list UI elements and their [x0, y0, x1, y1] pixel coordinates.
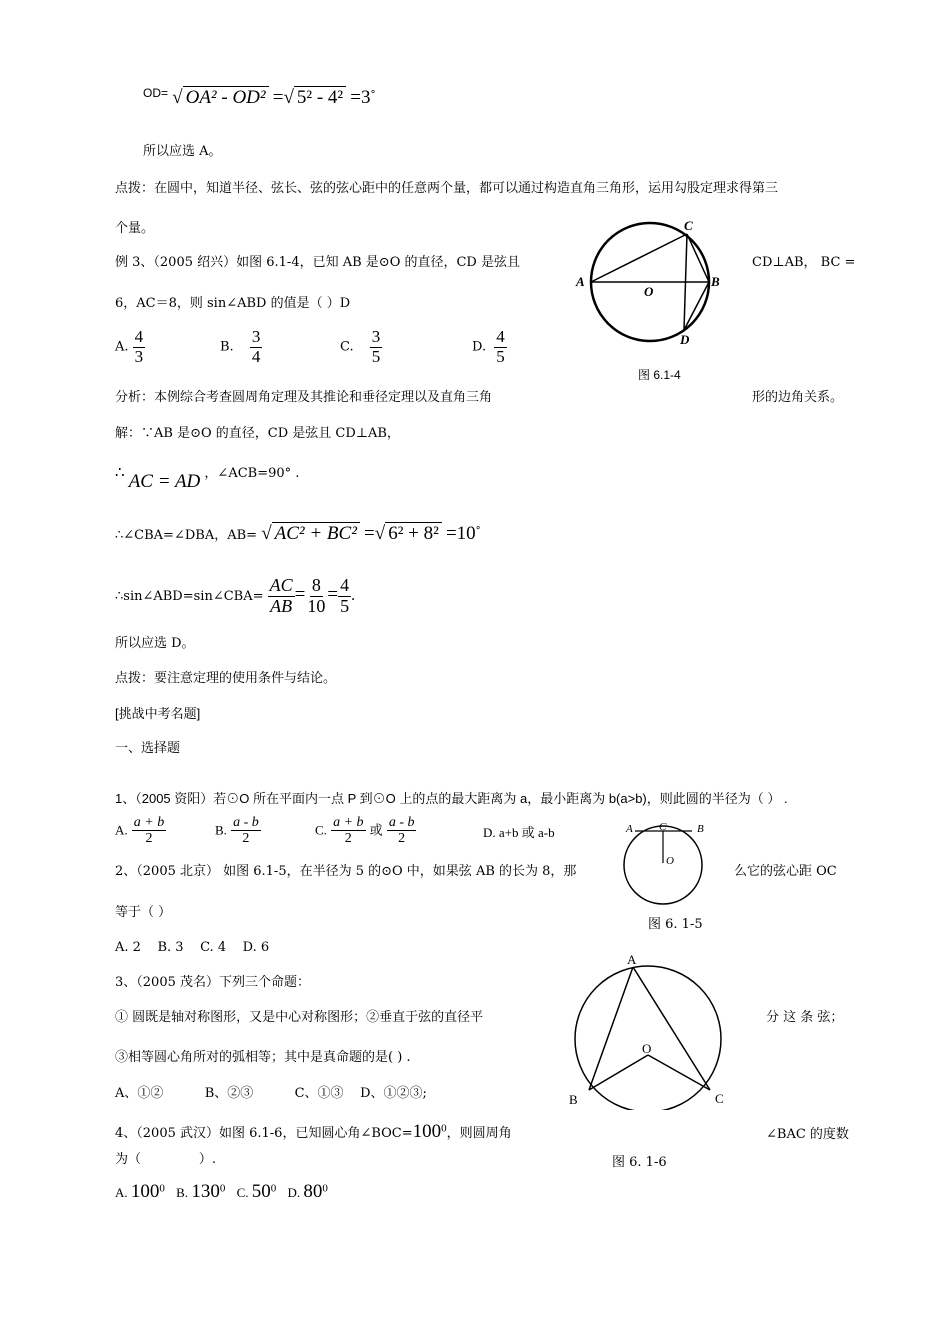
example3-option-d: D. $\frac{4}{5}$	[472, 327, 505, 366]
q1-option-b: B. $\frac{a - b}{2}$	[215, 815, 259, 847]
question-4-left: 4、（2005 武汉）如图 6.1-6，已知圆心角$\angle BOC=100^0$，则圆周角	[115, 1121, 512, 1142]
tip-line-2: 个量。	[115, 221, 155, 236]
tip-2: 点拨：要注意定理的使用条件与结论。	[115, 671, 337, 686]
answer-a: 所以应选 A。	[143, 144, 222, 159]
fig615-label-o: O	[666, 855, 674, 867]
arc-equation: AC = AD	[128, 471, 201, 492]
section-choice: 一、选择题	[115, 741, 181, 756]
fig615-label-a: A	[626, 823, 633, 835]
question-1: 1、（2005 资阳）若⊙O 所在平面内一点 P 到⊙O 上的点的最大距离为 a，最小距离为 b(a>b)，则此圆的半径为（ ） .	[115, 791, 788, 806]
example3-line2: 6，AC＝8，则 sin∠ABD 的值是（ ）D	[115, 296, 351, 311]
od-equation: OD= √ OA² - OD² =√ 5² - 4² =3°	[143, 86, 376, 108]
question-3-title: 3、（2005 茂名）下列三个命题：	[115, 975, 310, 990]
example3-line1-left: 例 3、（2005 绍兴）如图 6.1-4，已知 AB 是⊙O 的直径，CD 是弦且	[115, 255, 520, 270]
fig614-label-d: D	[680, 332, 690, 347]
question-2-left: 2、（2005 北京） 如图 6.1-5，在半径为 5 的⊙O 中，如果弦 AB 的长为 8，那	[115, 864, 577, 879]
answer-d: 所以应选 D。	[115, 636, 195, 651]
fig614-label-b: B	[711, 274, 720, 289]
fig614-label-c: C	[684, 218, 693, 233]
question-4-line2: 为（ ）.	[115, 1152, 216, 1167]
tip-line-1: 点拨：在圆中，知道半径、弦长、弦的弦心距中的任意两个量，都可以通过构造直角三角形，运用勾股定理求得第三	[115, 181, 779, 196]
figure-6-1-4-caption: 图 6.1-4	[638, 368, 681, 382]
q4-option-a: A. $100^0$	[115, 1181, 165, 1202]
question-2-right: 么它的弦心距 OC	[734, 864, 837, 879]
solution-line-3: ∴∠CBA=∠DBA，AB= √ AC² + BC² =√ 6² + 8² =10°	[115, 523, 481, 544]
example3-option-c: C. $\frac{3}{5}$	[340, 327, 381, 366]
question-4-options	[115, 1180, 328, 1204]
q4-option-c: C. $50^0$	[236, 1181, 277, 1202]
challenge-heading: [挑战中考名题]	[115, 706, 201, 721]
q4-option-d: D. $80^0$	[287, 1181, 328, 1202]
fig616-label-c: C	[715, 1091, 724, 1106]
figure-6-1-4	[572, 212, 732, 362]
question-4-right: ∠BAC 的度数	[766, 1127, 849, 1142]
q4-option-b: B. $130^0$	[176, 1181, 226, 1202]
fig616-label-o: O	[642, 1041, 652, 1056]
q1-option-a: A. $\frac{a + b}{2}$	[115, 815, 165, 847]
example3-line1-right: CD⊥AB， BC =	[752, 255, 856, 270]
analysis-right: 形的边角关系。	[752, 390, 844, 405]
fig614-label-o: O	[644, 284, 654, 299]
sqrt-expression-1: √ OA² - OD²	[172, 86, 268, 108]
figure-6-1-5-caption: 图 6. 1-5	[648, 917, 703, 932]
example3-option-a: A. $\frac{4}{3}$	[115, 327, 144, 366]
fig616-label-b: B	[569, 1092, 578, 1107]
question-3-line1-left: ① 圆既是轴对称图形，又是中心对称图形；②垂直于弦的直径平	[115, 1010, 484, 1025]
q1-option-d: D. a+b 或 a-b	[483, 825, 555, 840]
solution-line-2: ∴ AC = AD ，∠ACB=90° .	[115, 463, 300, 492]
solution-line-1: 解：∵AB 是⊙O 的直径，CD 是弦且 CD⊥AB，	[115, 426, 400, 441]
question-2-line2: 等于（ ）	[115, 905, 172, 920]
question-3-options: A、①② B、②③ C、①③ D、①②③;	[115, 1086, 427, 1101]
figure-6-1-6-caption: 图 6. 1-6	[612, 1155, 667, 1170]
fig615-label-c: C	[659, 821, 667, 833]
question-3-line1-right: 分 这 条 弦；	[766, 1010, 844, 1025]
figure-6-1-5	[622, 818, 722, 910]
fig616-label-a: A	[627, 952, 637, 967]
question-3-line2: ③相等圆心角所对的弧相等；其中是真命题的是( ) .	[115, 1050, 411, 1065]
analysis-left: 分析：本例综合考查圆周角定理及其推论和垂径定理以及直角三角	[115, 390, 493, 405]
fig614-label-a: A	[576, 274, 585, 289]
solution-line-4: ∴sin∠ABD=sin∠CBA= $\frac{AC}{AB}$ = $\frac{8}{10}$ = $\frac{4}{5}$ .	[115, 575, 356, 616]
example3-option-b: B. $\frac{3}{4}$	[220, 327, 261, 366]
figure-6-1-6	[565, 950, 735, 1110]
od-prefix: OD=	[143, 86, 169, 100]
question-2-options: A. 2 B. 3 C. 4 D. 6	[115, 940, 270, 955]
fig615-label-b: B	[697, 823, 704, 835]
q1-option-c: C. $\frac{a + b}{2}$ 或 $\frac{a - b}{2}$	[315, 815, 415, 847]
